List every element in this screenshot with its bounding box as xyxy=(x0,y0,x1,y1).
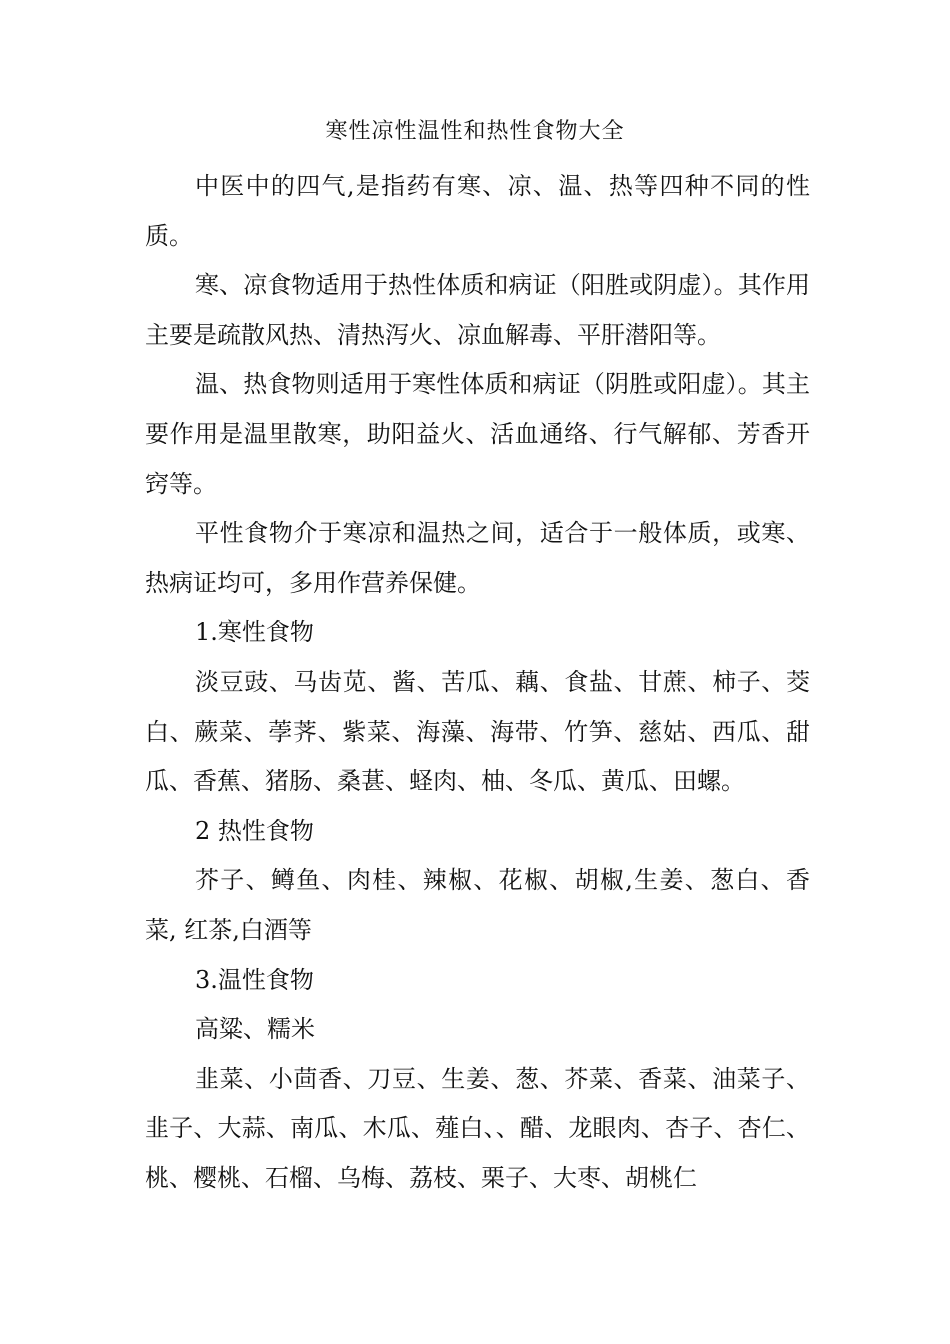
list-warm-grains: 高粱、糯米 xyxy=(195,1015,315,1044)
section-heading-cold-foods: 1.寒性食物 xyxy=(195,618,314,647)
section-heading-warm-foods: 3.温性食物 xyxy=(195,965,314,994)
document-title: 寒性凉性温性和热性食物大全 xyxy=(325,119,625,144)
section-heading-hot-foods: 2 热性食物 xyxy=(195,816,314,845)
list-warm-foods: 韭菜、小茴香、刀豆、生姜、葱、芥菜、香菜、油菜子、韭子、大蒜、南瓜、木瓜、薤白、、醋、龙眼肉、杏子、杏仁、桃、樱桃、石榴、乌梅、荔枝、栗子、大枣、胡桃仁 xyxy=(145,1064,810,1192)
paragraph-neutral-foods: 平性食物介于寒凉和温热之间，适合于一般体质，或寒、热病证均可，多用作营养保健。 xyxy=(145,519,810,597)
list-cold-foods: 淡豆豉、马齿苋、酱、苦瓜、藕、食盐、甘蔗、柿子、茭白、蕨菜、荸荠、紫菜、海藻、海带、竹笋、慈姑、西瓜、甜瓜、香蕉、猪肠、桑葚、蛏肉、柚、冬瓜、黄瓜、田螺。 xyxy=(145,667,810,796)
paragraph-warm-hot-foods: 温、热食物则适用于寒性体质和病证（阴胜或阳虚）。其主要作用是温里散寒，助阳益火、活血通络、行气解郁、芳香开窍等。 xyxy=(145,370,810,498)
paragraph-cold-cool-foods: 寒、凉食物适用于热性体质和病证（阳胜或阴虚）。其作用主要是疏散风热、清热泻火、凉血解毒、平肝潜阳等。 xyxy=(145,271,810,349)
document-body xyxy=(145,162,810,1203)
list-hot-foods: 芥子、鳟鱼、肉桂、辣椒、花椒、胡椒,生姜、葱白、香菜, 红茶,白酒等 xyxy=(145,866,810,944)
paragraph-four-qi: 中医中的四气,是指药有寒、凉、温、热等四种不同的性质。 xyxy=(145,172,810,250)
